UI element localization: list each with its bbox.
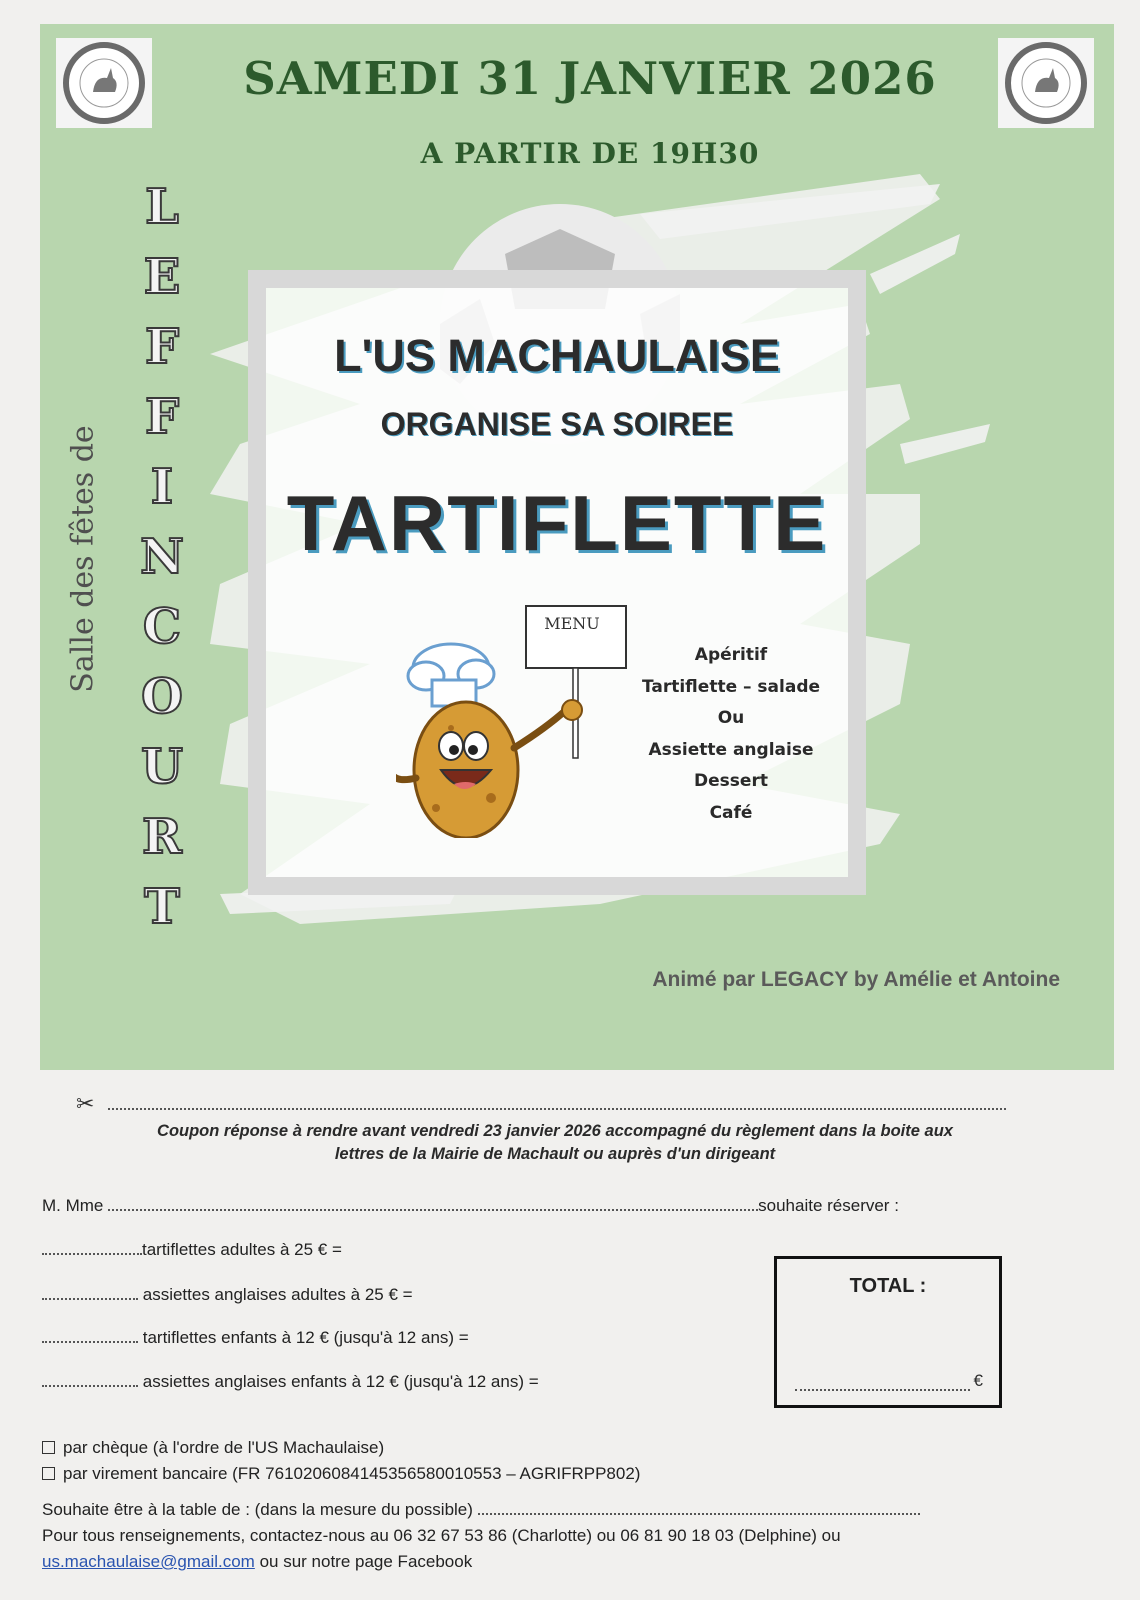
table-preference-row[interactable] — [42, 1500, 920, 1520]
table-field[interactable] — [478, 1511, 920, 1515]
club-logo-right — [998, 38, 1094, 128]
cut-line — [76, 1091, 1006, 1116]
quantity-field[interactable] — [42, 1339, 138, 1343]
event-poster — [40, 24, 1114, 1070]
currency-symbol: € — [973, 1371, 983, 1390]
village-letter: N — [140, 529, 184, 585]
payment-option-virement[interactable]: par virement bancaire (FR 7610206084145356580010553 – AGRIFRPP802) — [42, 1464, 640, 1484]
event-date: SAMEDI 31 JANVIER 2026 — [243, 52, 937, 105]
name-label: M. Mme — [42, 1196, 104, 1215]
club-logo-left — [56, 38, 152, 128]
cheque-checkbox[interactable] — [42, 1441, 55, 1454]
menu-item: Apéritif — [694, 645, 768, 665]
quantity-field[interactable] — [42, 1383, 138, 1387]
menu-item: Dessert — [694, 771, 768, 791]
total-field[interactable] — [795, 1371, 983, 1391]
village-letter: O — [141, 669, 183, 725]
quantity-field[interactable] — [42, 1296, 138, 1300]
village-letter: C — [142, 599, 182, 655]
village-letter: I — [150, 459, 174, 515]
event-frame — [248, 270, 866, 895]
event-time: A PARTIR DE 19H30 — [420, 137, 760, 170]
menu-item: Ou — [717, 708, 745, 728]
menu-sign-label: MENU — [544, 614, 600, 633]
village-name-vertical — [122, 172, 202, 942]
animation-credit: Animé par LEGACY by Amélie et Antoine — [652, 968, 1060, 991]
organizer-name: L'US MACHAULAISE — [334, 330, 780, 381]
total-box — [774, 1256, 1002, 1408]
village-letter: T — [144, 879, 180, 935]
village-letter: F — [144, 389, 180, 445]
village-letter: E — [143, 249, 181, 305]
venue-prefix: Salle des fêtes de — [65, 425, 101, 693]
scissors-icon: ✂ — [76, 1091, 95, 1116]
payment-option-cheque[interactable]: par chèque (à l'ordre de l'US Machaulaise) — [42, 1438, 384, 1458]
facebook-text: ou sur notre page Facebook — [259, 1552, 473, 1571]
total-label: TOTAL : — [849, 1275, 927, 1297]
menu-list — [626, 640, 836, 829]
reserve-label: souhaite réserver : — [758, 1196, 899, 1215]
village-letter: F — [144, 319, 180, 375]
contact-line: Pour tous renseignements, contactez-nous au 06 32 67 53 86 (Charlotte) ou 06 81 90 18 03 (Delphine) ou — [42, 1526, 841, 1545]
organizer-subtitle: ORGANISE SA SOIREE — [380, 406, 734, 442]
contact-email-line — [42, 1552, 472, 1572]
potato-chef-mascot-icon — [396, 598, 636, 838]
quantity-field[interactable] — [42, 1251, 142, 1255]
village-letter: U — [141, 739, 183, 795]
table-label: Souhaite être à la table de : (dans la mesure du possible) — [42, 1500, 473, 1519]
coupon-instructions: Coupon réponse à rendre avant vendredi 23 janvier 2026 accompagné du règlement dans la boite aux lettres de la Mairie de Machault ou auprès d'un dirigeant — [157, 1122, 953, 1163]
menu-item: Café — [709, 802, 753, 823]
menu-item: Tartiflette – salade — [641, 676, 821, 697]
name-field[interactable] — [108, 1207, 758, 1211]
name-field-row[interactable] — [42, 1196, 899, 1216]
order-line[interactable]: assiettes anglaises enfants à 12 € (jusqu'à 12 ans) = — [42, 1372, 539, 1392]
virement-checkbox[interactable] — [42, 1467, 55, 1480]
village-letter: R — [142, 809, 182, 865]
event-title: TARTIFLETTE — [286, 479, 828, 567]
order-line[interactable]: tartiflettes adultes à 25 € = — [42, 1240, 342, 1260]
email-link[interactable]: us.machaulaise@gmail.com — [42, 1552, 255, 1571]
menu-item: Assiette anglaise — [648, 739, 814, 760]
club-crest-icon — [63, 42, 145, 124]
club-crest-icon — [1005, 42, 1087, 124]
village-letter: L — [145, 179, 179, 235]
order-line[interactable]: tartiflettes enfants à 12 € (jusqu'à 12 ans) = — [42, 1328, 469, 1348]
order-line[interactable]: assiettes anglaises adultes à 25 € = — [42, 1285, 413, 1305]
